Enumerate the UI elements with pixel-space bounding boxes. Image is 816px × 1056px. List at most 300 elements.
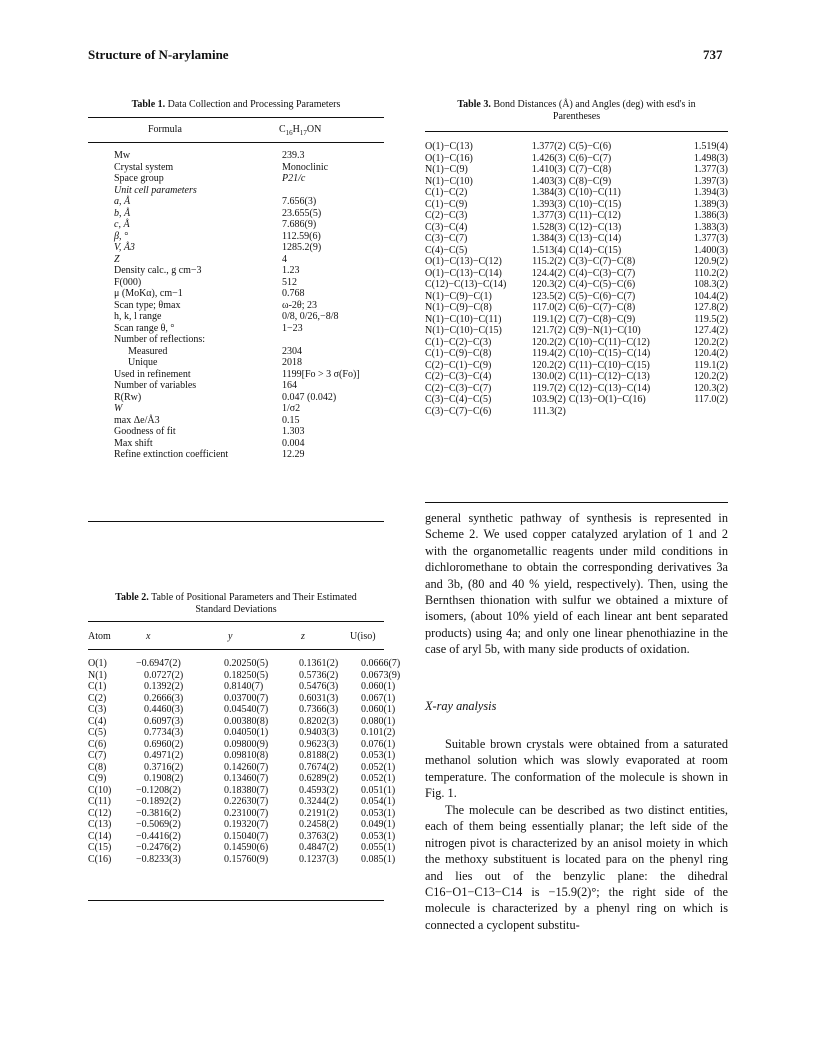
table3-cell: C(9)−N(1)−C(10) bbox=[568, 325, 641, 336]
table3-cell: C(2)−C(3) bbox=[425, 210, 468, 221]
table2-bottom-rule bbox=[88, 900, 384, 901]
table2-row bbox=[88, 750, 401, 762]
table1-param: Max shift bbox=[114, 437, 153, 449]
table2-cell: 0.055(1) bbox=[361, 842, 396, 853]
table2-head-uiso: U(iso) bbox=[350, 631, 376, 642]
table2-row bbox=[88, 681, 401, 693]
table1-param: Unit cell parameters bbox=[114, 184, 197, 196]
table2-cell: 0.7366(3) bbox=[299, 704, 339, 715]
table3-cell: 1.528(3) bbox=[531, 221, 566, 233]
table1-param: W bbox=[114, 403, 123, 414]
table2-cell: 0.13460(7) bbox=[224, 773, 269, 784]
table2-cell: 0.20250(5) bbox=[224, 658, 269, 669]
table2-cell: 0.19320(7) bbox=[224, 819, 269, 830]
table3-row bbox=[425, 268, 728, 280]
table3-cell: C(11)−C(12) bbox=[568, 210, 621, 221]
table3-cell: C(8)−C(9) bbox=[568, 175, 612, 187]
table3-cell: C(10)−C(11) bbox=[568, 187, 621, 198]
table2-cell: 0.8140(7) bbox=[224, 681, 264, 692]
table2-cell: C(14) bbox=[88, 830, 112, 842]
table1-value bbox=[282, 185, 360, 197]
table3-cell: 120.2(2) bbox=[693, 336, 728, 348]
table1-param: Number of variables bbox=[114, 380, 197, 391]
table3-cell: C(13)−O(1)−C(16) bbox=[568, 394, 646, 405]
table3-cell: 1.394(3) bbox=[693, 187, 728, 198]
table2-row bbox=[88, 796, 401, 808]
table3-cell: 1.426(3) bbox=[531, 152, 566, 164]
table1-row bbox=[88, 334, 360, 346]
table2-cell: −0.8233(3) bbox=[136, 853, 181, 865]
table3-cell: 103.9(2) bbox=[531, 394, 566, 405]
table3-cell: C(3)−C(7)−C(6) bbox=[425, 405, 492, 417]
table1-param: c, Å bbox=[114, 219, 130, 230]
table3-cell: 120.2(2) bbox=[693, 371, 728, 382]
table2-cell: −0.4416(2) bbox=[136, 830, 181, 842]
table3-cell: 121.7(2) bbox=[531, 325, 566, 336]
table2-cell: 0.4460(3) bbox=[144, 704, 184, 715]
table2-cell: 0.0727(2) bbox=[144, 669, 184, 681]
table3-cell: C(5)−C(6) bbox=[568, 141, 612, 152]
table3-cell: C(1)−C(9)−C(8) bbox=[425, 348, 492, 359]
table3-cell: 1.389(3) bbox=[693, 198, 728, 210]
table1-param: Goodness of fit bbox=[114, 426, 176, 437]
table1-param: Unique bbox=[128, 357, 158, 368]
table2-cell: 0.6289(2) bbox=[299, 773, 339, 784]
table3-cell: 110.2(2) bbox=[694, 267, 728, 279]
table2-row bbox=[88, 785, 401, 797]
table3-cell: C(12)−C(13) bbox=[568, 221, 622, 233]
table1-row bbox=[88, 162, 360, 174]
table3-cell: C(14)−C(15) bbox=[568, 244, 622, 256]
table1-row bbox=[88, 173, 360, 185]
table2-cell: C(10) bbox=[88, 784, 112, 796]
table3-cell bbox=[566, 406, 685, 418]
table3-cell: 108.3(2) bbox=[693, 279, 728, 290]
table2-row bbox=[88, 819, 401, 831]
table2-row bbox=[88, 773, 401, 785]
table3-row bbox=[425, 360, 728, 372]
table2 bbox=[88, 658, 401, 865]
table1-row bbox=[88, 323, 360, 335]
table3-cell: 120.4(2) bbox=[693, 348, 728, 359]
table2-cell: 0.5476(3) bbox=[299, 681, 339, 692]
table2-cell: 0.15760(9) bbox=[224, 853, 269, 865]
table1-param: Scan type; θmax bbox=[114, 299, 181, 311]
table1-value: 512 bbox=[282, 276, 297, 288]
table1-value: 1.303 bbox=[282, 426, 305, 437]
table3-row bbox=[425, 245, 728, 257]
table1-value: 112.59(6) bbox=[282, 230, 321, 242]
table1-row bbox=[88, 357, 360, 369]
table1-row bbox=[88, 254, 360, 266]
table3-row bbox=[425, 199, 728, 211]
table3-row bbox=[425, 233, 728, 245]
table2-cell: 0.080(1) bbox=[361, 715, 396, 727]
table2-cell: 0.3244(2) bbox=[299, 796, 339, 807]
table3-cell: 119.1(2) bbox=[532, 313, 566, 325]
table2-cell: 0.14260(7) bbox=[224, 761, 269, 773]
table2-cell: 0.3763(2) bbox=[299, 830, 339, 842]
table2-cell: C(7) bbox=[88, 750, 107, 761]
table2-cell: −0.1892(2) bbox=[136, 796, 181, 807]
page-number: 737 bbox=[703, 47, 723, 62]
table1-row bbox=[88, 449, 360, 461]
table3-cell: C(4)−C(5)−C(6) bbox=[568, 279, 636, 290]
table1-value: 1−23 bbox=[282, 322, 303, 334]
table2-cell: 0.060(1) bbox=[361, 681, 396, 692]
table2-cell: C(8) bbox=[88, 761, 107, 773]
table3-cell: C(12)−C(13)−C(14) bbox=[568, 382, 651, 394]
table2-cell: C(3) bbox=[88, 704, 107, 715]
table3-row bbox=[425, 348, 728, 360]
table3-cell: C(11)−C(12)−C(13) bbox=[568, 371, 650, 382]
table1-value: 1/σ2 bbox=[282, 403, 301, 414]
table3-cell: 1.397(3) bbox=[693, 175, 728, 187]
table1-value: 164 bbox=[282, 380, 297, 391]
table2-row bbox=[88, 670, 401, 682]
table1-value: 2018 bbox=[282, 357, 302, 368]
running-title: Structure of N-arylamine bbox=[88, 47, 229, 62]
table1-value: 23.655(5) bbox=[282, 207, 322, 219]
table2-cell: 0.3716(2) bbox=[144, 761, 184, 773]
table3-cell: 1.403(3) bbox=[531, 175, 566, 187]
table2-cell: C(6) bbox=[88, 738, 107, 750]
table3-cell: N(1)−C(9)−C(1) bbox=[425, 290, 492, 302]
table2-cell: C(13) bbox=[88, 819, 112, 830]
table2-row bbox=[88, 693, 401, 705]
table3-cell: C(2)−C(1)−C(9) bbox=[425, 359, 492, 371]
table3-cell: 1.384(3) bbox=[531, 187, 566, 198]
table1-row bbox=[88, 369, 360, 381]
table1-param: Measured bbox=[128, 345, 168, 357]
table2-head bbox=[88, 631, 384, 645]
table2-row bbox=[88, 739, 401, 751]
table2-cell: 0.00380(8) bbox=[224, 715, 269, 727]
table2-cell: 0.9403(3) bbox=[299, 727, 339, 738]
table1-row bbox=[88, 277, 360, 289]
table3-row bbox=[425, 141, 728, 153]
table3-cell: C(2)−C(3)−C(4) bbox=[425, 371, 492, 382]
table1-row bbox=[88, 380, 360, 392]
table2-cell: 0.14590(6) bbox=[224, 842, 269, 853]
table2-cell: 0.1392(2) bbox=[144, 681, 184, 692]
table3-cell: C(6)−C(7) bbox=[568, 152, 612, 164]
table1-row bbox=[88, 346, 360, 358]
table3-row bbox=[425, 279, 728, 291]
table2-cell: 0.04050(1) bbox=[224, 727, 269, 738]
table1-param: Number of reflections: bbox=[114, 334, 206, 345]
table1-row bbox=[88, 196, 360, 208]
table2-cell: 0.049(1) bbox=[361, 819, 396, 830]
table2-cell: 0.7674(2) bbox=[299, 761, 339, 773]
table3-cell: C(4)−C(5) bbox=[425, 244, 468, 256]
table1-param: Used in refinement bbox=[114, 368, 191, 380]
table3-row bbox=[425, 291, 728, 303]
table3-cell: 119.5(2) bbox=[694, 313, 728, 325]
table1-value: 0.004 bbox=[282, 437, 305, 449]
table2-cell: −0.3816(2) bbox=[136, 807, 181, 819]
table1-row bbox=[88, 242, 360, 254]
table2-cell: 0.0673(9) bbox=[361, 669, 401, 681]
table2-cell: 0.2458(2) bbox=[299, 819, 339, 830]
table2-cell: 0.4593(2) bbox=[299, 784, 339, 796]
table2-cell: 0.15040(7) bbox=[224, 830, 269, 842]
table3-cell: C(3)−C(4)−C(5) bbox=[425, 394, 492, 405]
table2-cell: 0.1237(3) bbox=[299, 853, 339, 865]
table2-cell: 0.2191(2) bbox=[299, 807, 339, 819]
table1-value bbox=[282, 334, 360, 346]
table2-row bbox=[88, 831, 401, 843]
table3-row bbox=[425, 325, 728, 337]
table3-cell: O(1)−C(16) bbox=[425, 152, 473, 164]
table3-cell: 130.0(2) bbox=[531, 371, 566, 382]
table1-param: Space group bbox=[114, 173, 164, 184]
table3-cell: 1.384(3) bbox=[531, 233, 566, 244]
table1-param: a, Å bbox=[114, 196, 131, 207]
table3-cell: N(1)−C(10)−C(11) bbox=[425, 313, 502, 325]
table2-row bbox=[88, 762, 401, 774]
table2-cell: N(1) bbox=[88, 669, 107, 681]
table3-cell: 119.4(2) bbox=[532, 348, 566, 359]
table3-cell: 127.4(2) bbox=[693, 325, 728, 336]
table3-cell: 124.4(2) bbox=[531, 267, 566, 279]
table2-cell: C(4) bbox=[88, 715, 107, 727]
table1-row bbox=[88, 265, 360, 277]
table3-cell: 1.400(3) bbox=[693, 244, 728, 256]
table1-row bbox=[88, 426, 360, 438]
table1 bbox=[88, 150, 360, 461]
table1-row bbox=[88, 311, 360, 323]
table3-cell: C(3)−C(7)−C(8) bbox=[568, 256, 636, 267]
table1-value: 12.29 bbox=[282, 449, 305, 460]
table1-value: 7.656(3) bbox=[282, 196, 317, 207]
table3-cell: C(10)−C(11)−C(12) bbox=[568, 336, 650, 348]
table2-cell: 0.053(1) bbox=[361, 830, 396, 842]
table3-cell: 120.9(2) bbox=[693, 256, 728, 267]
table2-cell: 0.09810(8) bbox=[224, 750, 269, 761]
table3-cell: 1.377(3) bbox=[531, 210, 566, 221]
table3-cell: N(1)−C(9)−C(8) bbox=[425, 302, 492, 313]
table2-cell: 0.23100(7) bbox=[224, 807, 269, 819]
table3-cell: 117.0(2) bbox=[694, 394, 728, 405]
table3-cell: 1.393(3) bbox=[531, 198, 566, 210]
table2-cell: C(15) bbox=[88, 842, 112, 853]
table3-cell: C(10)−C(15)−C(14) bbox=[568, 348, 651, 359]
table3-bottom-rule bbox=[425, 502, 728, 503]
table3-cell: 119.1(2) bbox=[694, 359, 728, 371]
table3-cell: 127.8(2) bbox=[693, 302, 728, 313]
table3-row bbox=[425, 383, 728, 395]
table3-cell: 117.0(2) bbox=[532, 302, 566, 313]
table1-head-formula: Formula bbox=[148, 124, 182, 135]
table2-cell: −0.5069(2) bbox=[136, 819, 181, 830]
table3-cell: 111.3(2) bbox=[532, 405, 566, 417]
table1-row bbox=[88, 415, 360, 427]
table3-row bbox=[425, 394, 728, 406]
table1-param: Refine extinction coefficient bbox=[114, 449, 229, 460]
table2-row bbox=[88, 842, 401, 854]
table2-head-z: z bbox=[301, 631, 305, 642]
table3-cell: 1.383(3) bbox=[693, 221, 728, 233]
table3-cell: C(5)−C(6)−C(7) bbox=[568, 290, 636, 302]
table2-head-y: y bbox=[228, 631, 233, 642]
table1-value: 4 bbox=[282, 253, 287, 265]
table1-param: Mw bbox=[114, 150, 131, 161]
table3-cell bbox=[685, 406, 728, 418]
table3-row bbox=[425, 337, 728, 349]
table3-cell: C(10)−C(15) bbox=[568, 198, 622, 210]
table3-cell: C(12)−C(13)−C(14) bbox=[425, 279, 507, 290]
table3-cell: 1.377(3) bbox=[693, 164, 728, 175]
table2-cell: C(2) bbox=[88, 692, 107, 704]
table1-value: 1199[Fo > 3 σ(Fo)] bbox=[282, 368, 360, 380]
table1-value: 1.23 bbox=[282, 265, 300, 276]
table2-cell: C(5) bbox=[88, 727, 107, 738]
table3-row bbox=[425, 371, 728, 383]
body-paragraph-1: general synthetic pathway of synthesis is represented in Scheme 2. We used copper catalyzed arylation of 1 and 2 with the organometallic reagents under mild conditions in dichloromethane to obtain the corresponding derivatives 3a and 3b, (80 and 40 % yield, respectively). Then, using the Bernthsen thionation with sulfur we obtained a mixture of isomers, (about 10% yield of each linear ant bent separated products) using 4a; and only one linear phenothiazine in the case of aryl 5b, with many side products of oxidation. bbox=[425, 511, 728, 657]
table2-cell: 0.6960(2) bbox=[144, 738, 184, 750]
table3-row bbox=[425, 256, 728, 268]
table2-cell: 0.085(1) bbox=[361, 853, 396, 865]
table3-row bbox=[425, 302, 728, 314]
table3-cell: 115.2(2) bbox=[532, 256, 566, 267]
table1-param: μ (MoKα), cm−1 bbox=[114, 288, 183, 299]
table3-cell: C(1)−C(9) bbox=[425, 198, 468, 210]
table3-cell: C(13)−C(14) bbox=[568, 233, 622, 244]
table1-value: 0/8, 0/26,−8/8 bbox=[282, 311, 339, 322]
table2-cell: 0.18250(5) bbox=[224, 669, 269, 681]
table2-cell: −0.6947(2) bbox=[136, 658, 181, 669]
table1-param: h, k, l range bbox=[114, 311, 162, 322]
table2-cell: 0.03700(7) bbox=[224, 692, 269, 704]
table3-row bbox=[425, 406, 728, 418]
table2-cell: −0.2476(2) bbox=[136, 842, 181, 853]
table2-cell: 0.7734(3) bbox=[144, 727, 184, 738]
table2-cell: 0.8188(2) bbox=[299, 750, 339, 761]
table2-head-rule bbox=[88, 649, 384, 650]
table2-row bbox=[88, 808, 401, 820]
table1-param: Crystal system bbox=[114, 161, 174, 173]
table2-cell: 0.5736(2) bbox=[299, 669, 339, 681]
table2-cell: 0.9623(3) bbox=[299, 738, 339, 750]
table3-cell: C(2)−C(3)−C(7) bbox=[425, 382, 492, 394]
table3-cell: C(3)−C(4) bbox=[425, 221, 468, 233]
table1-row bbox=[88, 231, 360, 243]
table2-cell: C(16) bbox=[88, 853, 112, 865]
table3-cell: O(1)−C(13)−C(14) bbox=[425, 267, 502, 279]
table3 bbox=[425, 141, 728, 417]
table2-cell: 0.1908(2) bbox=[144, 773, 184, 784]
table2-cell: 0.04540(7) bbox=[224, 704, 269, 715]
table3-row bbox=[425, 187, 728, 199]
table3-cell: C(7)−C(8)−C(9) bbox=[568, 313, 636, 325]
table3-cell: 1.498(3) bbox=[693, 152, 728, 164]
table1-value: 2304 bbox=[282, 345, 302, 357]
table1-param: Z bbox=[114, 253, 120, 265]
body-paragraph-3: The molecule can be described as two distinct entities, each of them being essentially planar; the left side of the nitrogen pivot is characterized by an anisol moiety in which the methoxy substituent is located para on the phenyl ring and lies out of the benzylic plane: the dihedral C16−O1−C13−C14 is −15.9(2)°; the right side of the molecule is characterized by a phenyl ring on which is connected a cyclopent substitu- bbox=[425, 803, 728, 932]
table3-cell: N(1)−C(9) bbox=[425, 164, 468, 175]
table1-value: 0.047 (0.042) bbox=[282, 391, 337, 403]
table1-param: β, ° bbox=[114, 230, 128, 242]
table2-row bbox=[88, 727, 401, 739]
table2-cell: 0.4847(2) bbox=[299, 842, 339, 853]
table3-cell: 120.3(2) bbox=[531, 279, 566, 290]
table2-cell: 0.067(1) bbox=[361, 692, 396, 704]
table2-cell: 0.052(1) bbox=[361, 761, 396, 773]
table2-cell: 0.1361(2) bbox=[299, 658, 339, 669]
table2-row bbox=[88, 854, 401, 866]
table1-head-rule bbox=[88, 142, 384, 143]
table3-row bbox=[425, 222, 728, 234]
table2-cell: C(11) bbox=[88, 796, 111, 807]
table2-cell: 0.101(2) bbox=[361, 727, 396, 738]
table3-cell: 123.5(2) bbox=[531, 290, 566, 302]
table1-param: b, Å bbox=[114, 207, 131, 219]
table2-cell: 0.060(1) bbox=[361, 704, 396, 715]
table1-param: F(000) bbox=[114, 276, 142, 288]
table3-cell: C(4)−C(3)−C(7) bbox=[568, 267, 636, 279]
table3-cell: 120.2(2) bbox=[531, 359, 566, 371]
table2-cell: 0.4971(2) bbox=[144, 750, 184, 761]
table3-cell: C(1)−C(2)−C(3) bbox=[425, 336, 492, 348]
table2-cell: 0.09800(9) bbox=[224, 738, 269, 750]
table2-cell: 0.8202(3) bbox=[299, 715, 339, 727]
table3-cell: N(1)−C(10) bbox=[425, 175, 473, 187]
table1-row bbox=[88, 208, 360, 220]
table3-cell: 1.519(4) bbox=[693, 141, 728, 152]
table1-row bbox=[88, 288, 360, 300]
table3-cell: C(6)−C(7)−C(8) bbox=[568, 302, 636, 313]
table2-cell: C(1) bbox=[88, 681, 107, 692]
table1-top-rule bbox=[88, 117, 384, 118]
table1-value: 7.686(9) bbox=[282, 219, 317, 230]
table1-caption: Table 1. Data Collection and Processing Parameters bbox=[131, 99, 341, 110]
table1-param: Density calc., g cm−3 bbox=[114, 265, 202, 276]
table2-cell: 0.2666(3) bbox=[144, 692, 184, 704]
table2-row bbox=[88, 716, 401, 728]
table3-cell: 120.3(2) bbox=[693, 382, 728, 394]
table1-param: max Δe/Å3 bbox=[114, 414, 160, 426]
table1-value: 0.768 bbox=[282, 288, 305, 299]
table3-row bbox=[425, 153, 728, 165]
table2-cell: 0.076(1) bbox=[361, 738, 396, 750]
table1-value: 239.3 bbox=[282, 150, 305, 161]
table2-cell: 0.052(1) bbox=[361, 773, 396, 784]
table3-cell: 1.377(3) bbox=[693, 233, 728, 244]
table2-head-atom: Atom bbox=[88, 631, 111, 642]
table2-caption: Table 2. Table of Positional Parameters and Their Estimated Standard Deviations bbox=[115, 592, 357, 615]
table1-param: V, Å3 bbox=[114, 242, 135, 253]
table3-cell: 1.386(3) bbox=[693, 210, 728, 221]
section-heading: X-ray analysis bbox=[425, 699, 497, 713]
table3-row bbox=[425, 176, 728, 188]
table2-row bbox=[88, 658, 401, 670]
table3-row bbox=[425, 210, 728, 222]
table3-cell: C(3)−C(7) bbox=[425, 233, 468, 244]
table3-caption: Table 3. Bond Distances (Å) and Angles (deg) with esd's in Parentheses bbox=[457, 99, 696, 122]
table2-cell: 0.054(1) bbox=[361, 796, 396, 807]
table1-head-value: $C_{16}H_{17}ON$ bbox=[279, 124, 322, 137]
table1-row bbox=[88, 438, 360, 450]
table3-cell: C(11)−C(10)−C(15) bbox=[568, 359, 650, 371]
table3-cell: 1.513(4) bbox=[531, 244, 566, 256]
table2-cell: 0.6031(3) bbox=[299, 692, 339, 704]
table3-cell: N(1)−C(10)−C(15) bbox=[425, 325, 502, 336]
table3-row bbox=[425, 314, 728, 326]
table3-row bbox=[425, 164, 728, 176]
table2-cell: 0.6097(3) bbox=[144, 715, 184, 727]
table2-cell: C(12) bbox=[88, 807, 112, 819]
